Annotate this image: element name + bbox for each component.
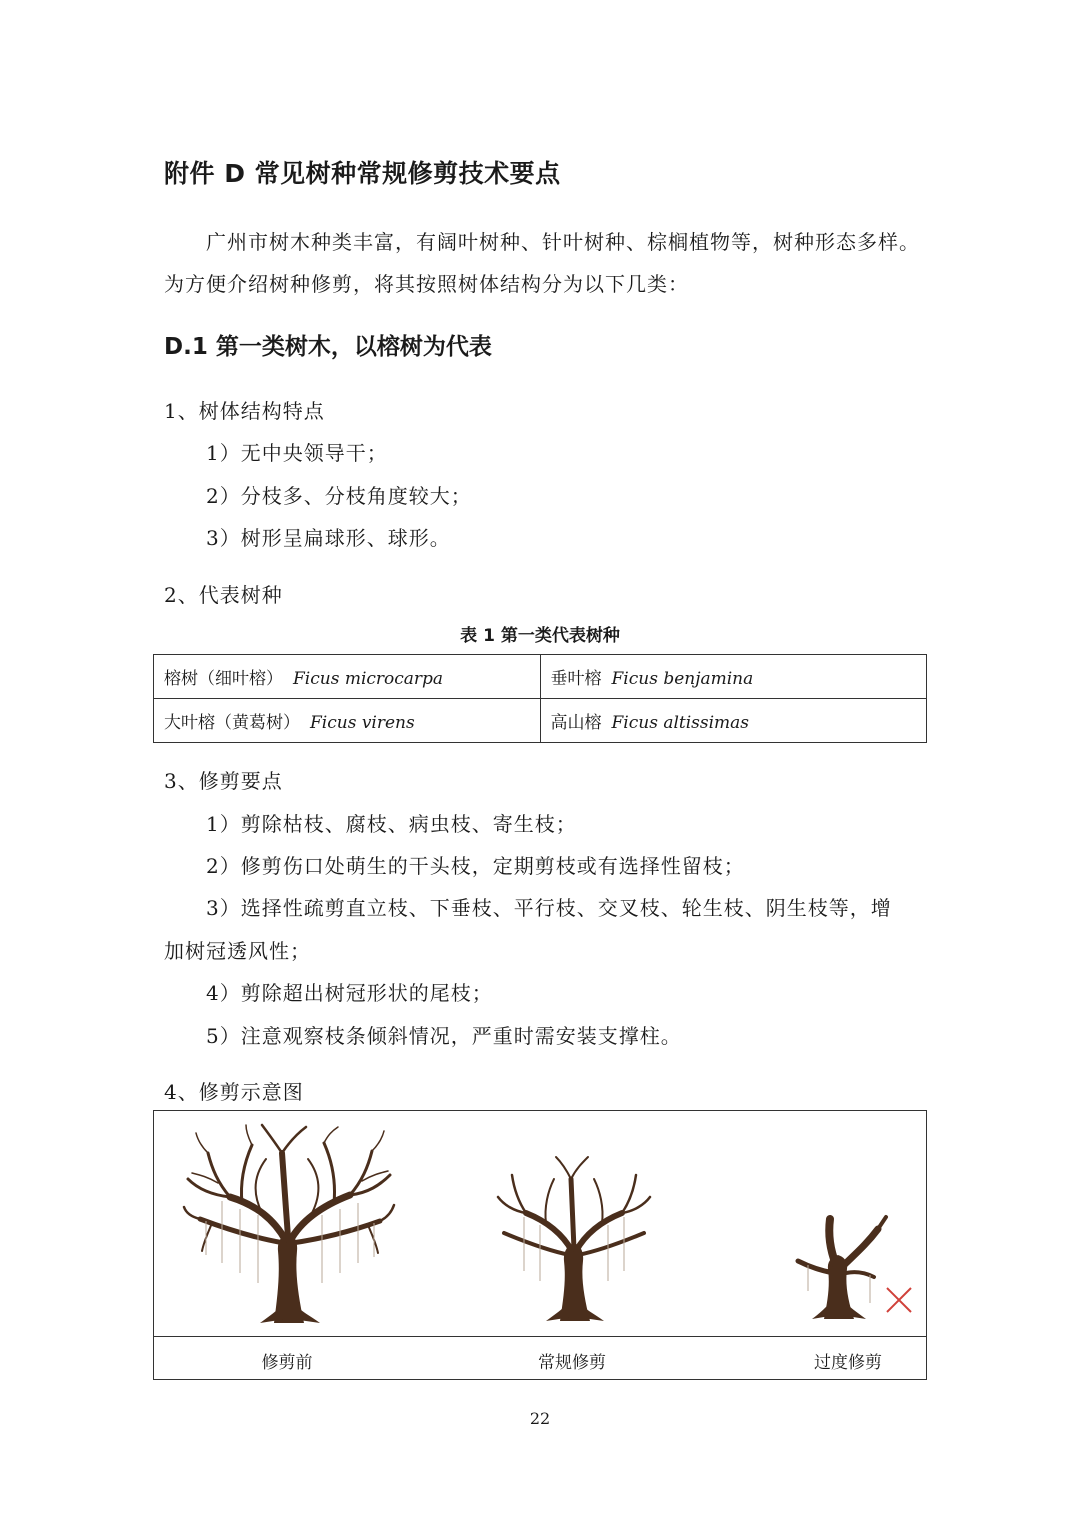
species-title: 2、代表树种 [164, 583, 283, 607]
intro-line-2: 为方便介绍树种修剪，将其按照树体结构分为以下几类： [164, 272, 689, 296]
diagram-title: 4、修剪示意图 [164, 1080, 304, 1104]
table-cell [154, 655, 541, 699]
pruning-item: 5）注意观察枝条倾斜情况，严重时需安装支撑柱。 [206, 1024, 682, 1048]
pruning-title: 3、修剪要点 [164, 769, 283, 793]
cross-icon [885, 1286, 913, 1314]
pruning-item: 4）剪除超出树冠形状的尾枝； [206, 981, 493, 1005]
tree-regular-pruning [494, 1151, 654, 1323]
structure-item: 1）无中央领导干； [206, 441, 388, 465]
label-over-pruning: 过度修剪 [814, 1353, 882, 1373]
tree-before-pruning [182, 1123, 396, 1325]
diagram-divider [154, 1336, 926, 1337]
table-row [154, 655, 927, 699]
table-caption: 表 1 第一类代表树种 [460, 626, 620, 646]
table-cell [540, 655, 927, 699]
tree-over-pruning [794, 1211, 894, 1321]
label-regular-pruning: 常规修剪 [538, 1353, 606, 1373]
pruning-diagram [153, 1110, 927, 1380]
appendix-heading: 附件 D 常见树种常规修剪技术要点 [164, 159, 561, 188]
species-latin: Ficus altissimas [611, 713, 750, 733]
species-latin: Ficus microcarpa [293, 669, 444, 689]
table-cell [154, 699, 541, 743]
section-d1-title: D.1 第一类树木，以榕树为代表 [164, 334, 492, 360]
species-cn: 大叶榕（黄葛树） [164, 713, 300, 733]
pruning-item: 3）选择性疏剪直立枝、下垂枝、平行枝、交叉枝、轮生枝、阴生枝等，增 [206, 896, 892, 920]
structure-item: 3）树形呈扁球形、球形。 [206, 526, 451, 550]
table-cell [540, 699, 927, 743]
species-table [153, 654, 927, 743]
label-before-pruning: 修剪前 [261, 1353, 313, 1373]
species-cn: 垂叶榕 [550, 669, 602, 689]
species-cn: 榕树（细叶榕） [164, 669, 283, 689]
pruning-item-continued: 加树冠透风性； [164, 939, 311, 963]
table-row [154, 699, 927, 743]
structure-item: 2）分枝多、分枝角度较大； [206, 484, 472, 508]
page-number: 22 [529, 1409, 551, 1428]
species-cn: 高山榕 [550, 713, 602, 733]
structure-title: 1、树体结构特点 [164, 399, 325, 423]
pruning-item: 1）剪除枯枝、腐枝、病虫枝、寄生枝； [206, 812, 577, 836]
species-latin: Ficus benjamina [611, 669, 754, 689]
intro-line-1: 广州市树木种类丰富，有阔叶树种、针叶树种、棕榈植物等，树种形态多样。 [206, 230, 920, 254]
pruning-item: 2）修剪伤口处萌生的干头枝，定期剪枝或有选择性留枝； [206, 854, 745, 878]
species-latin: Ficus virens [310, 713, 415, 733]
